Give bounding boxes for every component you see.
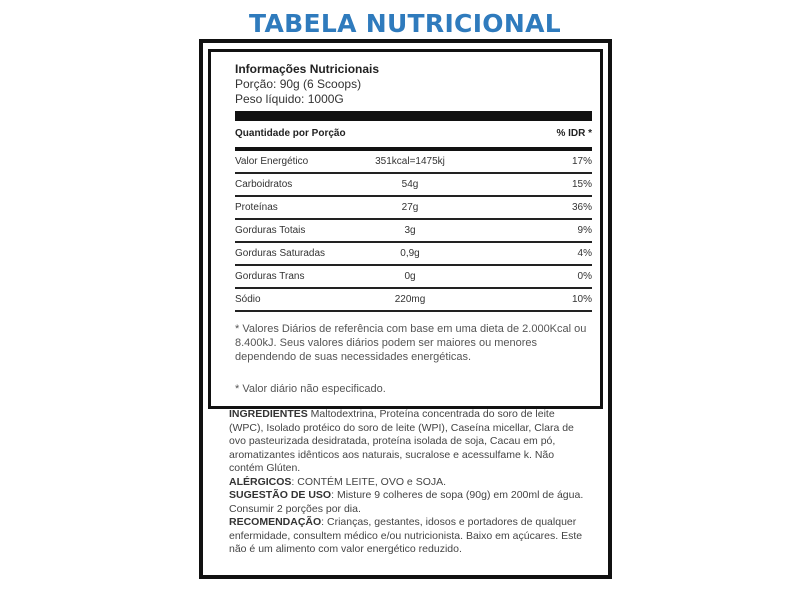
usage-text: : Misture 9 colheres de sopa (90g) em 200ml de água. Consumir 2 porções por dia.: [229, 489, 584, 515]
table-row: [235, 289, 592, 312]
net-weight: Peso líquido: 1000G: [235, 92, 344, 106]
allergens-paragraph: [229, 476, 591, 490]
facts-heading: Informações Nutricionais: [235, 62, 380, 76]
nutrition-label: [199, 39, 612, 579]
usage-paragraph: [229, 489, 591, 516]
nutrient-amount: 27g: [401, 202, 419, 213]
usage-label: SUGESTÃO DE USO: [229, 489, 332, 501]
nutrient-idr: 4%: [577, 248, 592, 259]
nutrient-amount: 351kcal=1475kj: [375, 156, 445, 167]
ingredients-text: Maltodextrina, Proteína concentrada do soro de leite (WPC), Isolado protéico do soro de leite (WPI), Caseína micellar, Clara de ovo pasteurizada desidratada, proteína isolada de soja, Cacau em pó, aromatizantes idênticos aos naturais, sucralose e acessulfame k. Não contém Glúten.: [229, 408, 574, 474]
nutrient-idr: 10%: [571, 294, 592, 305]
serving-size: Porção: 90g (6 Scoops): [235, 77, 362, 91]
recommendation-label: RECOMENDAÇÃO: [229, 516, 322, 528]
table-row: [235, 174, 592, 197]
not-specified-footnote: * Valor diário não especificado.: [235, 383, 386, 395]
nutrient-amount: 0,9g: [400, 248, 420, 259]
nutrient-amount: 220mg: [394, 294, 426, 305]
ingredients-label: INGREDIENTES: [229, 408, 308, 420]
nutrient-idr: 17%: [571, 156, 592, 167]
daily-values-footnote: * Valores Diários de referência com base em uma dieta de 2.000Kcal ou 8.400kJ. Seus valores diários podem ser maiores ou menores dependendo de suas necessidades energéticas.: [235, 323, 587, 363]
nutrient-idr: 0%: [577, 271, 592, 282]
table-row: [235, 220, 592, 243]
thick-divider: [235, 111, 592, 121]
nutrient-name: Carboidratos: [235, 179, 293, 190]
allergens-text: : CONTÉM LEITE, OVO e SOJA.: [291, 475, 447, 488]
recommendation-text: : Crianças, gestantes, idosos e portadores de qualquer enfermidade, consultem médico e/ou nutricionista. Baixo em açúcares. Este não é um alimento com valor energético reduzido.: [229, 516, 583, 555]
facts-header: [235, 62, 379, 107]
table-row: [235, 266, 592, 289]
nutrient-name: Proteínas: [235, 202, 278, 213]
page-title: TABELA NUTRICIONAL: [249, 9, 561, 38]
ingredients-paragraph: [229, 408, 591, 476]
table-row: [235, 197, 592, 220]
column-header-idr: % IDR *: [556, 128, 592, 139]
recommendation-paragraph: [229, 516, 591, 557]
nutrient-amount: 0g: [404, 271, 416, 282]
nutrient-idr: 36%: [571, 202, 592, 213]
nutrient-name: Gorduras Saturadas: [235, 248, 326, 259]
nutrition-table: [235, 121, 592, 312]
allergens-label: ALÉRGICOS: [229, 475, 292, 488]
column-header-quantity: Quantidade por Porção: [235, 128, 346, 139]
nutrient-name: Gorduras Trans: [235, 271, 305, 282]
table-header-row: [235, 121, 592, 151]
nutrient-idr: 15%: [571, 179, 592, 190]
table-row: [235, 243, 592, 266]
product-info: [229, 408, 591, 557]
nutrient-idr: 9%: [577, 225, 592, 236]
nutrient-name: Sódio: [235, 294, 261, 305]
nutrient-name: Valor Energético: [235, 156, 309, 167]
nutrient-name: Gorduras Totais: [235, 225, 306, 236]
nutrient-amount: 54g: [401, 179, 419, 190]
nutrient-amount: 3g: [404, 225, 416, 236]
nutrition-facts-panel: [208, 49, 603, 409]
table-row: [235, 151, 592, 174]
